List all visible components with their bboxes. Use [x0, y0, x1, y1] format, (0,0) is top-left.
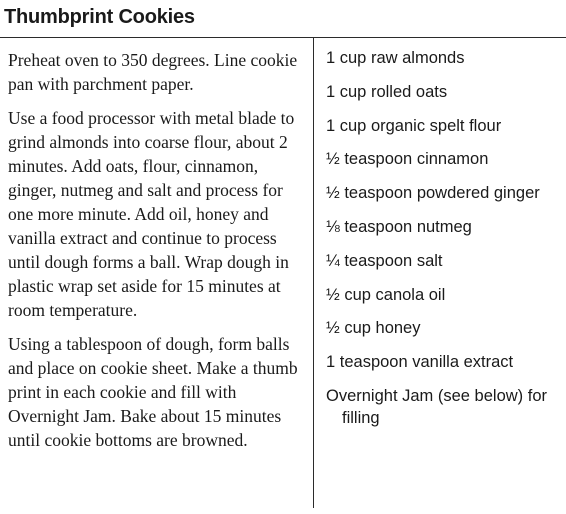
ingredient-item: 1 cup organic spelt flour: [326, 116, 502, 135]
ingredient-item: ½ cup honey: [326, 319, 421, 338]
method-step-2: Use a food processor with metal blade to grind almonds into coarse flour, about 2 minutes. Add oats, flour, cinnamon, ginger, nutmeg and salt and process for one more minute. Add oil, honey and vanilla extract and continue to process until dough forms a ball. Wrap dough in plastic wrap set aside for 15 minutes at room temperature.: [8, 108, 295, 320]
column-divider: [313, 38, 314, 508]
method-step-3: Using a tablespoon of dough, form balls and place on cookie sheet. Make a thumb print in each cookie and fill with Overnight Jam. Bake about 15 minutes until cookie bottoms are browned.: [8, 334, 298, 450]
ingredient-list: [326, 47, 564, 441]
ingredient-item: 1 cup raw almonds: [326, 49, 465, 67]
method-step-1: Preheat oven to 350 degrees. Line cookie pan with parchment paper.: [8, 50, 298, 94]
ingredient-item: ⅛ teaspoon nutmeg: [326, 217, 472, 236]
ingredient-item: ½ teaspoon powdered ginger: [326, 184, 540, 203]
ingredient-item: ½ teaspoon cinnamon: [326, 150, 489, 169]
ingredient-item: ½ cup canola oil: [326, 285, 446, 304]
recipe-title: Thumbprint Cookies: [4, 6, 195, 28]
ingredient-item: ¼ teaspoon salt: [326, 251, 443, 270]
ingredient-item: 1 cup rolled oats: [326, 82, 448, 101]
ingredient-item: Overnight Jam (see below) for filling: [326, 386, 548, 427]
ingredient-item: 1 teaspoon vanilla extract: [326, 353, 514, 372]
title-rule: [0, 37, 566, 38]
method-column: [8, 48, 304, 462]
